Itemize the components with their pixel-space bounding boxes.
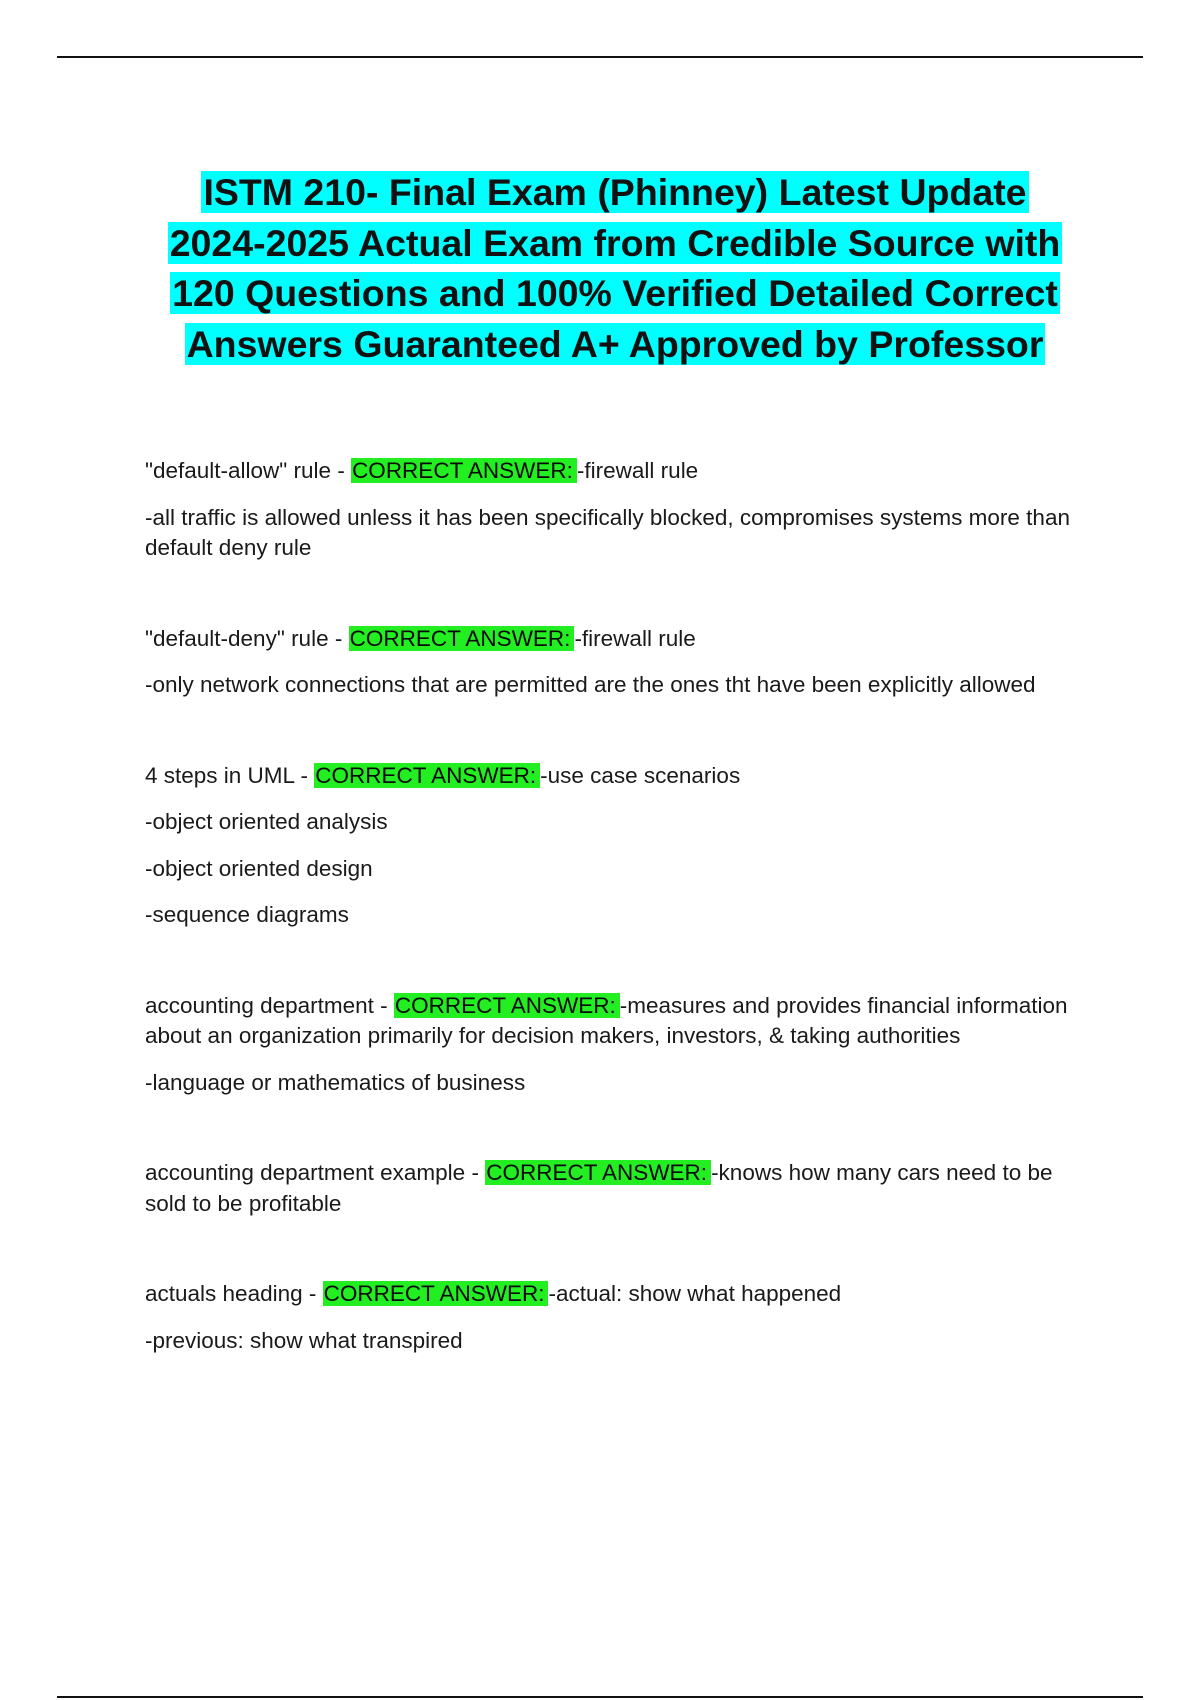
entry-term: "default-deny" rule - [145, 625, 349, 651]
flashcard-entry [145, 991, 1095, 1099]
flashcard-entry [145, 624, 1095, 701]
entry-term: "default-allow" rule - [145, 458, 352, 483]
entry-answer: -actual: show what happened [548, 1281, 842, 1306]
entry-answer: -measures and provides financial information about an organization primarily for decision makers, investors, & taking authorities [145, 992, 1068, 1048]
document-title [150, 167, 1080, 369]
correct-answer-badge: CORRECT ANSWER: [314, 763, 540, 788]
flashcard-entry [145, 1158, 1095, 1219]
entry-answer: -firewall rule [574, 625, 696, 651]
entry-detail-line: -all traffic is allowed unless it has been specifically blocked, compromises systems more than default deny rule [145, 504, 1070, 560]
entry-detail-line: -object oriented design [145, 855, 373, 881]
entry-term: accounting department - [145, 992, 394, 1018]
correct-answer-badge: CORRECT ANSWER: [351, 458, 577, 483]
entry-term: actuals heading - [145, 1281, 323, 1306]
entry-detail-line: -sequence diagrams [145, 902, 349, 927]
entry-answer: -firewall rule [576, 458, 699, 483]
entry-detail-line: -language or mathematics of business [145, 1069, 526, 1095]
entry-first-line [145, 1158, 1095, 1219]
entry-first-line [145, 1279, 1095, 1310]
entry-term: 4 steps in UML - [145, 762, 315, 788]
correct-answer-badge: CORRECT ANSWER: [349, 626, 575, 651]
entry-first-line [145, 761, 1095, 792]
top-divider [57, 56, 1143, 58]
entry-detail-line: -only network connections that are permitted are the ones tht have been explicitly allowed [145, 672, 1036, 697]
entry-first-line [145, 624, 1095, 655]
entry-detail-line: -object oriented analysis [145, 809, 388, 834]
entry-answer: -knows how many cars need to be sold to be profitable [145, 1160, 1053, 1216]
entry-first-line [145, 991, 1095, 1052]
bottom-divider [57, 1696, 1143, 1698]
entry-term: accounting department example - [145, 1160, 486, 1185]
correct-answer-badge: CORRECT ANSWER: [323, 1281, 549, 1306]
flashcard-entry [145, 1279, 1095, 1356]
correct-answer-badge: CORRECT ANSWER: [394, 993, 620, 1018]
flashcard-list [145, 456, 1095, 1416]
flashcard-entry [145, 456, 1095, 564]
entry-detail-line: -previous: show what transpired [145, 1327, 463, 1353]
document-title-text: ISTM 210- Final Exam (Phinney) Latest Update 2024-2025 Actual Exam from Credible Source with 120 Questions and 100% Verified Detailed Correct Answers Guaranteed A+ Approved by Professor [169, 171, 1061, 365]
entry-answer: -use case scenarios [540, 762, 741, 788]
correct-answer-badge: CORRECT ANSWER: [485, 1160, 711, 1185]
flashcard-entry [145, 761, 1095, 931]
entry-first-line [145, 456, 1095, 487]
